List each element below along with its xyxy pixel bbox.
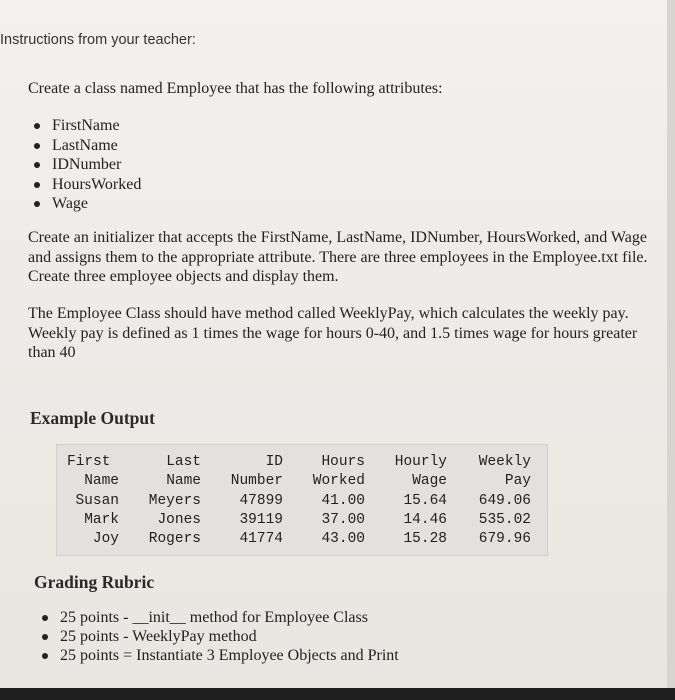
bottom-bar xyxy=(0,688,675,700)
grading-rubric-heading: Grading Rubric xyxy=(34,572,155,592)
table-cell: 649.06 xyxy=(478,492,531,509)
table-cell: Rogers xyxy=(148,531,201,548)
column-header: Hours xyxy=(321,454,365,470)
output-column-last xyxy=(135,453,201,549)
intro-text: Create a class named Employee that has the following attributes: xyxy=(28,80,443,97)
bullet-icon xyxy=(42,634,48,640)
table-cell: 15.64 xyxy=(403,492,447,509)
output-column-id xyxy=(217,453,283,549)
table-cell: 14.46 xyxy=(403,511,447,528)
attribute-list xyxy=(18,116,141,214)
weeklypay-line-2: Weekly pay is defined as 1 times the wage for hours 0-40, and 1.5 times wage for hours greater than 40 xyxy=(28,324,638,361)
table-cell: Jones xyxy=(157,511,201,528)
table-cell: 41774 xyxy=(239,531,283,548)
list-item: HoursWorked xyxy=(18,175,141,195)
output-column-wage xyxy=(381,453,447,549)
bullet-icon xyxy=(34,182,40,188)
table-cell: Meyers xyxy=(148,492,201,509)
table-cell: 37.00 xyxy=(321,511,365,528)
table-cell: 41.00 xyxy=(321,492,365,509)
list-item: FirstName xyxy=(18,116,141,136)
column-header: ID xyxy=(265,454,283,470)
table-cell: Joy xyxy=(92,531,119,548)
list-item: 25 points - __init__ method for Employee Class xyxy=(18,608,399,627)
bullet-icon xyxy=(34,162,40,168)
table-cell: Mark xyxy=(84,511,119,528)
weeklypay-paragraph xyxy=(28,304,648,363)
column-header: Name xyxy=(84,473,119,490)
column-header: Worked xyxy=(312,473,365,490)
list-item: 25 points - WeeklyPay method xyxy=(18,627,399,646)
list-item: 25 points = Instantiate 3 Employee Objects and Print xyxy=(18,646,399,665)
bullet-icon xyxy=(42,653,48,659)
initializer-paragraph: Create an initializer that accepts the FirstName, LastName, IDNumber, HoursWorked, and Wage and assigns them to the appropriate attribute. There are three employees in the Employee.txt file. Create three employee objects and display them. xyxy=(28,229,648,285)
table-cell: 679.96 xyxy=(478,531,531,548)
output-column-hours xyxy=(299,453,365,549)
column-header: Pay xyxy=(504,473,531,490)
table-cell: 47899 xyxy=(239,492,283,509)
list-item: LastName xyxy=(18,136,141,156)
table-cell: 15.28 xyxy=(403,531,447,548)
column-header: Name xyxy=(166,473,201,490)
column-header: Last xyxy=(166,454,201,470)
bullet-icon xyxy=(34,143,40,149)
table-cell: 43.00 xyxy=(321,531,365,548)
example-output-heading: Example Output xyxy=(30,408,155,428)
bullet-icon xyxy=(34,201,40,207)
table-cell: Susan xyxy=(75,492,119,509)
column-header: Wage xyxy=(412,473,447,490)
table-cell: 535.02 xyxy=(478,511,531,528)
rubric-list xyxy=(18,608,399,665)
column-header: Hourly xyxy=(394,454,447,470)
column-header: Number xyxy=(230,473,283,490)
page-edge-shadow xyxy=(667,0,675,688)
column-header: Weekly xyxy=(478,454,531,470)
list-item: Wage xyxy=(18,194,141,214)
output-column-pay xyxy=(465,453,531,549)
output-column-first xyxy=(67,453,119,549)
table-cell: 39119 xyxy=(239,511,283,528)
list-item: IDNumber xyxy=(18,155,141,175)
example-output-box xyxy=(56,444,548,556)
weeklypay-line-1: The Employee Class should have method called WeeklyPay, which calculates the weekly pay. xyxy=(28,305,629,322)
column-header: First xyxy=(67,454,111,470)
bullet-icon xyxy=(42,615,48,621)
bullet-icon xyxy=(34,123,40,129)
instructions-header: Instructions from your teacher: xyxy=(0,32,196,48)
